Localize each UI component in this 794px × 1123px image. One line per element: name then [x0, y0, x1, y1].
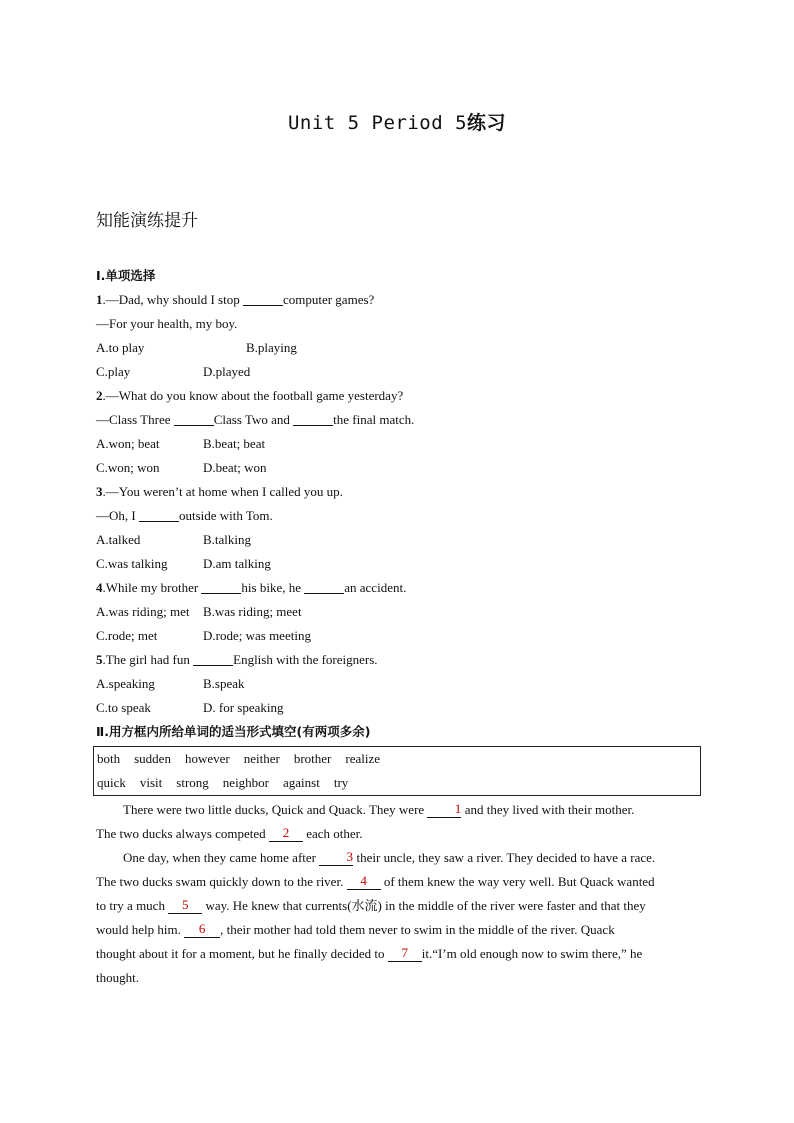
title-cn: 练习: [467, 112, 507, 134]
q1-number: 1: [96, 292, 103, 307]
word-item: neither: [243, 751, 280, 766]
blank-4: 4: [347, 872, 381, 890]
word-bank-row-1: [94, 747, 700, 771]
p1-line-2: [96, 822, 706, 846]
q3-reply: [96, 504, 706, 528]
p1-text-c: and they lived with their mother.: [461, 802, 635, 817]
q3-stem: [96, 480, 706, 504]
q5-text-a: .The girl had fun: [102, 652, 194, 667]
p2-line-5: [96, 942, 706, 966]
q5-option-d: D. for speaking: [203, 700, 284, 715]
q1-text-after: computer games?: [282, 292, 375, 307]
section2-heading: Ⅱ.用方框内所给单词的适当形式填空(有两项多余): [96, 724, 371, 739]
q3-reply-a: —Oh, I: [96, 508, 139, 523]
q2-reply-b: Class Two and: [213, 412, 294, 427]
q2-option-c: C.won; won: [96, 460, 160, 475]
passage-paragraph-2: [96, 846, 706, 990]
q4-text-a: .While my brother: [102, 580, 202, 595]
q1-option-d: D.played: [203, 364, 251, 379]
q2-options-ab: [96, 432, 706, 456]
word-bank-box: [93, 746, 701, 796]
q2-option-b: B.beat; beat: [203, 436, 266, 451]
q1-reply: —For your health, my boy.: [96, 316, 238, 331]
q1-blank: [243, 290, 283, 306]
title-main: Unit 5 Period 5: [287, 112, 468, 134]
q5-number: 5: [96, 652, 103, 667]
q2-reply: [96, 408, 706, 432]
p2-text-d: The two ducks swam quickly down to the river.: [96, 874, 347, 889]
q3-option-c: C.was talking: [96, 556, 168, 571]
q5-text-b: English with the foreigners.: [233, 652, 378, 667]
q3-option-a: A.talked: [96, 532, 141, 547]
q5-option-b: B.speak: [203, 676, 245, 691]
word-item: both: [97, 751, 121, 766]
q2-number: 2: [96, 388, 103, 403]
q1-stem: [96, 288, 706, 312]
q2-text: .—What do you know about the football game yesterday?: [102, 388, 404, 403]
p2-line-6: thought.: [96, 970, 139, 985]
q2-stem: [96, 384, 706, 408]
q5-option-c: C.to speak: [96, 700, 151, 715]
q4-options-ab: [96, 600, 706, 624]
q2-option-d: D.beat; won: [203, 460, 267, 475]
q1-option-a: A.to play: [96, 340, 145, 355]
q3-number: 3: [96, 484, 103, 499]
q2-blank-1: [174, 410, 214, 426]
p2-line-2: [96, 870, 706, 894]
q3-option-b: B.talking: [203, 532, 252, 547]
word-item: try: [333, 775, 349, 790]
word-item: against: [283, 775, 320, 790]
q1-options-cd: [96, 360, 706, 384]
q3-option-d: D.am talking: [203, 556, 271, 571]
q3-options-ab: [96, 528, 706, 552]
p2-text-k: it.“I’m old enough now to swim there,” he: [421, 946, 643, 961]
q4-option-b: B.was riding; meet: [203, 604, 302, 619]
p2-text-e: of them knew the way very well. But Quack wanted: [380, 874, 655, 889]
blank-5: 5: [168, 896, 202, 914]
p2-line-3: [96, 894, 706, 918]
p2-text-g: way. He knew that currents(水流) in the middle of the river were faster and that they: [202, 898, 646, 913]
q3-text: .—You weren’t at home when I called you up.: [102, 484, 343, 499]
word-item: visit: [139, 775, 163, 790]
p2-text-j: thought about it for a moment, but he finally decided to: [96, 946, 388, 961]
q3-options-cd: [96, 552, 706, 576]
q1-option-c: C.play: [96, 364, 131, 379]
q2-option-a: A.won; beat: [96, 436, 160, 451]
q5-blank: [193, 650, 233, 666]
q4-blank-2: [304, 578, 344, 594]
q2-reply-c: the final match.: [333, 412, 415, 427]
p2-line-4: [96, 918, 706, 942]
blank-1: 1: [427, 800, 461, 818]
q5-stem: [96, 648, 706, 672]
p2-line-1: [96, 846, 706, 870]
q2-reply-a: —Class Three: [96, 412, 174, 427]
q4-text-b: his bike, he: [241, 580, 305, 595]
q1-options-ab: [96, 336, 706, 360]
page-subtitle: 知能演练提升: [96, 211, 198, 231]
q1-option-b: B.playing: [246, 340, 297, 355]
p1-text-d: The two ducks always competed: [96, 826, 269, 841]
word-bank-row-2: [94, 771, 700, 795]
q5-option-a: A.speaking: [96, 676, 155, 691]
q5-options-cd: [96, 696, 706, 720]
q3-blank: [139, 506, 179, 522]
p2-text-i: , their mother had told them never to swim in the middle of the river. Quack: [220, 922, 615, 937]
p2-text-h: would help him.: [96, 922, 185, 937]
p2-text-a: One day, when they came home after: [123, 850, 320, 865]
blank-6: 6: [184, 920, 220, 938]
p1-text-e: each other.: [302, 826, 363, 841]
passage-paragraph-1: [96, 798, 706, 846]
q4-blank-1: [201, 578, 241, 594]
q3-reply-b: outside with Tom.: [178, 508, 273, 523]
exercise-content: [96, 264, 706, 990]
blank-2: 2: [269, 824, 303, 842]
q5-options-ab: [96, 672, 706, 696]
q4-number: 4: [96, 580, 103, 595]
q4-option-a: A.was riding; met: [96, 604, 190, 619]
blank-3: 3: [319, 848, 353, 866]
p2-text-f: to try a much: [96, 898, 169, 913]
q2-blank-2: [293, 410, 333, 426]
word-item: brother: [293, 751, 332, 766]
word-item: quick: [97, 775, 126, 790]
page-title: [0, 108, 794, 135]
q2-options-cd: [96, 456, 706, 480]
word-item: sudden: [134, 751, 171, 766]
word-item: realize: [345, 751, 381, 766]
p1-text-a: There were two little ducks, Quick and Quack. They were: [123, 802, 428, 817]
word-item: neighbor: [222, 775, 270, 790]
q4-option-d: D.rode; was meeting: [203, 628, 311, 643]
p1-line-1: [96, 798, 706, 822]
word-item: however: [184, 751, 230, 766]
section1-heading: Ⅰ.单项选择: [96, 268, 156, 283]
p2-text-c: their uncle, they saw a river. They decided to have a race.: [353, 850, 656, 865]
word-item: strong: [176, 775, 209, 790]
q4-text-c: an accident.: [344, 580, 407, 595]
q4-options-cd: [96, 624, 706, 648]
q4-stem: [96, 576, 706, 600]
q1-text: .—Dad, why should I stop: [102, 292, 243, 307]
blank-7: 7: [388, 944, 422, 962]
q4-option-c: C.rode; met: [96, 628, 158, 643]
